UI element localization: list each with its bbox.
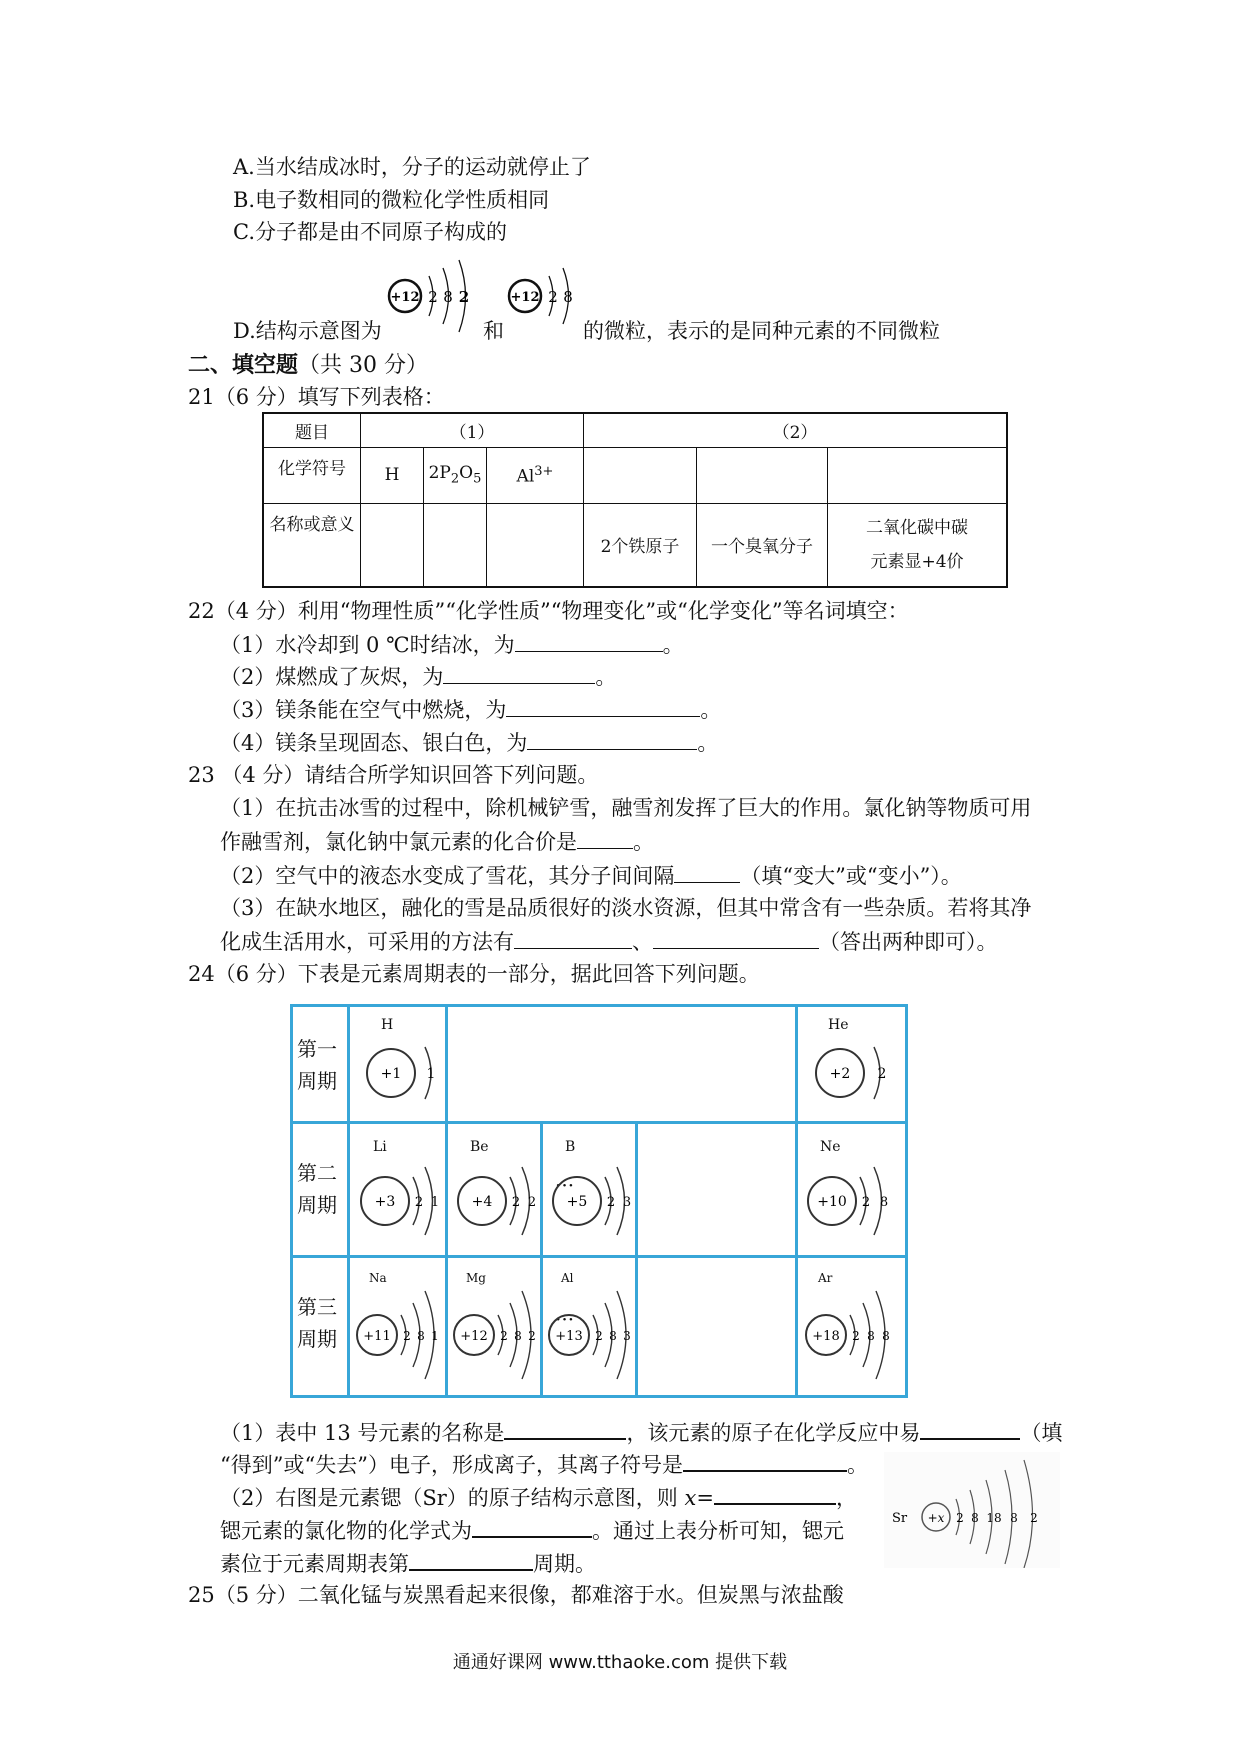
shell-label: 2: [528, 1329, 536, 1343]
ellipsis: ···: [555, 1173, 575, 1197]
shell-label: 2: [1030, 1511, 1038, 1525]
nucleus-label: +1: [380, 1066, 402, 1082]
shell-label: 1: [426, 1066, 436, 1082]
grid-line: [293, 1255, 905, 1258]
element-symbol: Al: [561, 1271, 574, 1285]
shell-label: 2: [548, 288, 558, 306]
row-header: 名称或意义: [263, 503, 361, 587]
answer-blank[interactable]: [443, 661, 595, 684]
option-d-suffix: 的微粒，表示的是同种元素的不同微粒: [583, 319, 940, 343]
q24-part2-line2: 锶元素的氯化物的化学式为 。通过上表分析可知，锶元: [220, 1514, 844, 1546]
answer-cell[interactable]: [424, 503, 487, 587]
answer-blank[interactable]: [506, 694, 700, 717]
answer-blank[interactable]: [577, 826, 633, 849]
atom-diagram: [543, 1157, 635, 1247]
period-label-1: 第一 周期: [297, 1037, 337, 1093]
element-symbol: Mg: [466, 1271, 486, 1285]
sr-atom-diagram: [884, 1452, 1060, 1568]
element-symbol: Be: [470, 1139, 489, 1155]
answer-blank[interactable]: [527, 727, 697, 750]
element-symbol: Li: [373, 1139, 387, 1155]
symbol-cell: H: [361, 447, 424, 503]
nucleus-label: +13: [555, 1329, 583, 1344]
nucleus-label: +12: [390, 290, 420, 305]
element-cell-be: [448, 1125, 540, 1255]
meaning-cell: 2个铁原子: [584, 503, 697, 587]
shell-label: 8: [514, 1329, 522, 1343]
atom-diagram: [351, 1285, 445, 1385]
nucleus-label: +11: [363, 1329, 391, 1344]
q24-part1-line1: （1）表中 13 号元素的名称是 ，该元素的原子在化学反应中易 （填: [220, 1416, 1062, 1448]
shell-label: 18: [986, 1511, 1002, 1525]
meaning-cell: 二氧化碳中碳 元素显+4价: [828, 503, 1008, 587]
element-cell-na: [351, 1259, 445, 1395]
shell-label: 2: [606, 1195, 616, 1210]
page-footer: 通通好课网 www.tthaoke.com 提供下载: [452, 1652, 788, 1673]
answer-blank[interactable]: [504, 1416, 626, 1440]
element-cell-he: [798, 1009, 903, 1121]
element-symbol: Sr: [892, 1511, 908, 1526]
periodic-table: [290, 1004, 908, 1398]
nucleus-label: +5: [566, 1194, 588, 1210]
nucleus-label: +12: [460, 1329, 488, 1344]
shell-label: 2: [414, 1195, 424, 1210]
atom-diagram: [798, 1285, 903, 1385]
option-c: C.分子都是由不同原子构成的: [233, 220, 507, 244]
answer-cell[interactable]: [584, 447, 697, 503]
answer-blank[interactable]: [674, 860, 740, 883]
answer-cell[interactable]: [828, 447, 1008, 503]
q23-line-4: （3）在缺水地区，融化的雪是品质很好的淡水资源，但其中常含有一些杂质。若将其净: [220, 896, 1032, 920]
period-label-3: 第三 周期: [297, 1295, 337, 1351]
shell-label: 8: [417, 1329, 425, 1343]
period-label-2: 第二 周期: [297, 1161, 337, 1217]
symbol-cell: $2P_2O_5$: [424, 447, 487, 503]
q21-table: [262, 412, 1008, 588]
q22-item-4: （4）镁条呈现固态、银白色，为 。: [220, 727, 718, 758]
shell-label: 8: [443, 288, 453, 306]
element-symbol: Ar: [818, 1271, 833, 1285]
nucleus-label: +18: [812, 1329, 840, 1344]
element-cell-ar: [798, 1259, 903, 1395]
shell-label: 2: [511, 1195, 521, 1210]
q23-line-5: 化成生活用水，可采用的方法有 、 （答出两种即可）。: [220, 926, 998, 957]
shell-label: 2: [527, 1195, 537, 1210]
shell-label: 8: [609, 1329, 617, 1343]
shell-label: 3: [623, 1329, 631, 1343]
q23-line-1: （1）在抗击冰雪的过程中，除机械铲雪，融雪剂发挥了巨大的作用。氯化钠等物质可用: [220, 796, 1032, 820]
atom-diagram-mg-ion: [503, 252, 583, 336]
answer-blank[interactable]: [472, 1514, 592, 1538]
atom-diagram: [351, 1157, 445, 1247]
shell-label: 8: [563, 288, 573, 306]
grid-line: [635, 1121, 638, 1395]
element-cell-ne: [798, 1125, 903, 1255]
nucleus-label: +3: [374, 1194, 396, 1210]
nucleus-label: +2: [829, 1066, 851, 1082]
ellipsis: ···: [555, 1307, 575, 1331]
atom-diagram-mg: [383, 252, 489, 336]
section-title-note: （共 30 分）: [298, 353, 428, 378]
q25-stem: 25（5 分）二氧化锰与炭黑看起来很像，都难溶于水。但炭黑与浓盐酸: [188, 1583, 844, 1607]
answer-blank[interactable]: [920, 1416, 1020, 1440]
atom-diagram: [543, 1285, 635, 1385]
shell-label: 2: [877, 1066, 887, 1082]
answer-blank[interactable]: [515, 629, 663, 652]
element-cell-mg: [448, 1259, 540, 1395]
shell-label: 2: [500, 1329, 508, 1343]
shell-label: 8: [971, 1511, 979, 1525]
answer-cell[interactable]: [361, 503, 424, 587]
shell-label: 2: [595, 1329, 603, 1343]
answer-blank[interactable]: [653, 926, 819, 949]
q23-stem: 23 （4 分）请结合所学知识回答下列问题。: [188, 763, 599, 787]
shell-label: 2: [861, 1195, 871, 1210]
shell-label: 8: [879, 1195, 889, 1210]
option-d-and: 和: [483, 319, 504, 343]
q23-line-2: 作融雪剂，氯化钠中氯元素的化合价是 。: [220, 826, 654, 857]
shell-label: 2: [956, 1511, 964, 1525]
symbol-cell: $Al^{3+}$: [487, 447, 584, 503]
answer-blank[interactable]: [514, 926, 632, 949]
section-title: [188, 350, 428, 381]
option-d-prefix: D.结构示意图为: [233, 319, 382, 343]
row-header: 化学符号: [263, 447, 361, 503]
atom-diagram: [798, 1157, 903, 1247]
shell-label: 8: [1010, 1511, 1018, 1525]
element-cell-b: [543, 1125, 635, 1255]
shell-label: 2: [852, 1329, 860, 1343]
element-cell-h: [351, 1009, 445, 1121]
answer-blank[interactable]: [714, 1481, 836, 1505]
q24-part1-line2: “得到”或“失去”）电子，形成离子，其离子符号是 。: [220, 1448, 868, 1480]
atom-diagram: [351, 1033, 445, 1113]
shell-label: 2: [458, 288, 470, 306]
option-a: A.当水结成冰时，分子的运动就停止了: [233, 155, 591, 179]
element-symbol: B: [565, 1139, 576, 1155]
q24-part2-line3: 素位于元素周期表第 周期。: [220, 1547, 596, 1579]
shell-label: 8: [882, 1329, 890, 1343]
q22-item-1: （1）水冷却到 0 ℃时结冰，为 。: [220, 629, 684, 660]
row-header: 题目: [263, 413, 361, 447]
q24-stem: 24（6 分）下表是元素周期表的一部分，据此回答下列问题。: [188, 962, 760, 986]
nucleus-label: +10: [817, 1194, 847, 1210]
atom-diagram: [798, 1033, 903, 1113]
element-symbol: Na: [369, 1271, 387, 1285]
shell-label: 8: [867, 1329, 875, 1343]
answer-blank[interactable]: [683, 1448, 847, 1472]
nucleus-label: +4: [471, 1194, 493, 1210]
q21-stem: 21（6 分）填写下列表格：: [188, 385, 445, 409]
group-header: （1）: [361, 413, 584, 447]
shell-label: 2: [428, 288, 438, 306]
q22-stem: 22（4 分）利用“物理性质”“化学性质”“物理变化”或“化学变化”等名词填空：: [188, 599, 909, 623]
grid-line: [293, 1121, 905, 1124]
q22-item-2: （2）煤燃成了灰烬，为 。: [220, 661, 616, 692]
q22-item-3: （3）镁条能在空气中燃烧，为 。: [220, 694, 721, 725]
grid-line: [347, 1007, 350, 1395]
atom-diagram: [448, 1285, 540, 1385]
shell-label: 3: [622, 1195, 632, 1210]
answer-blank[interactable]: [409, 1547, 533, 1571]
q23-line-3: （2）空气中的液态水变成了雪花，其分子间间隔 （填“变大”或“变小”）。: [220, 860, 962, 891]
answer-cell[interactable]: [697, 447, 828, 503]
section-title-main: 二、填空题: [188, 352, 299, 378]
group-header: （2）: [584, 413, 1008, 447]
q24-part2-line1: （2）右图是元素锶（Sr）的原子结构示意图，则 x= ，: [220, 1481, 857, 1513]
element-symbol: Ne: [820, 1139, 841, 1155]
element-cell-li: [351, 1125, 445, 1255]
element-symbol: He: [828, 1017, 849, 1033]
shell-label: 1: [430, 1195, 440, 1210]
option-b: B.电子数相同的微粒化学性质相同: [233, 188, 550, 212]
nucleus-label: +x: [927, 1511, 945, 1525]
atom-diagram: [448, 1157, 540, 1247]
answer-cell[interactable]: [487, 503, 584, 587]
element-symbol: H: [381, 1017, 394, 1033]
element-cell-al: [543, 1259, 635, 1395]
shell-label: 1: [431, 1329, 439, 1343]
shell-label: 2: [403, 1329, 411, 1343]
nucleus-label: +12: [510, 290, 540, 305]
meaning-cell: 一个臭氧分子: [697, 503, 828, 587]
